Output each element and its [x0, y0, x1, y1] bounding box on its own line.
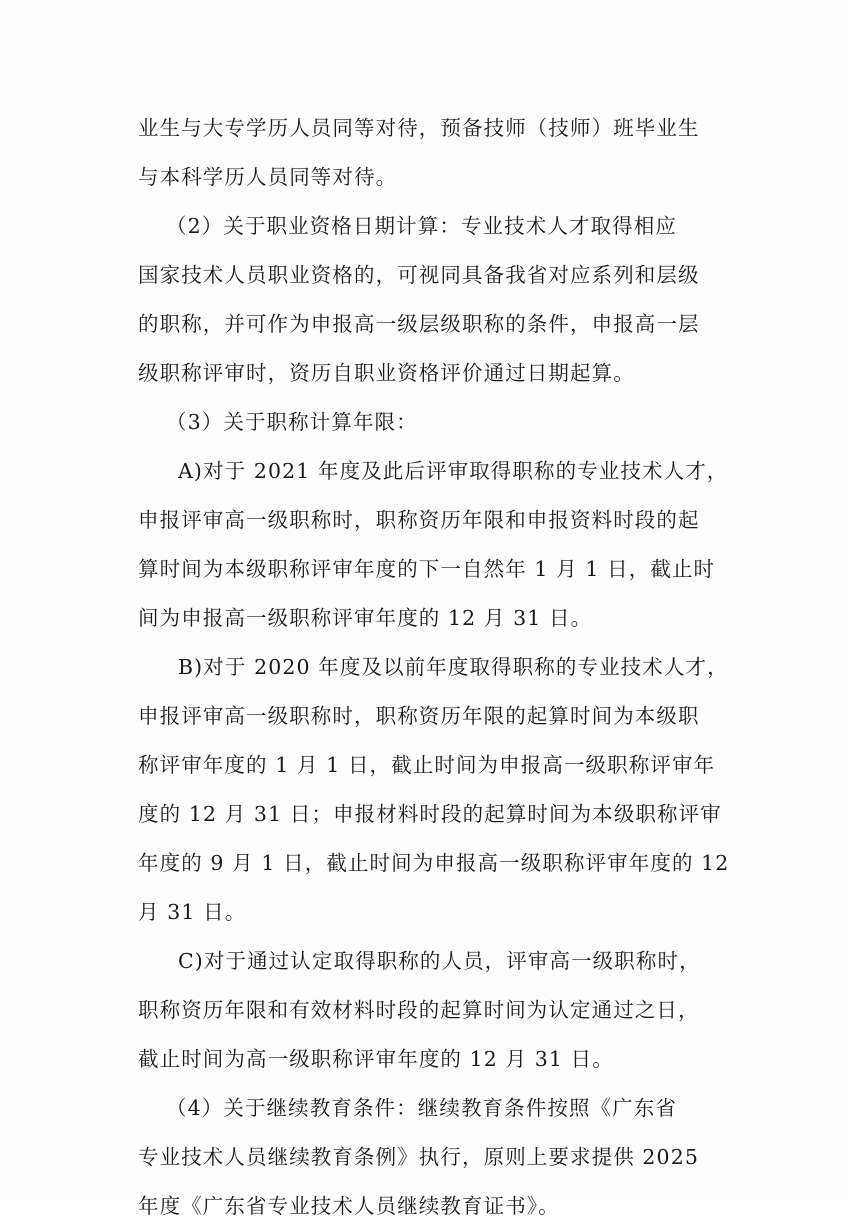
text-line: B)对于 2020 年度及以前年度取得职称的专业技术人才，: [178, 655, 729, 679]
text-line: （2）关于职业资格日期计算：专业技术人才取得相应: [166, 214, 677, 238]
text-line: 年度的 9 月 1 日，截止时间为申报高一级职称评审年度的 12: [138, 851, 730, 875]
text-line: 截止时间为高一级职称评审年度的 12 月 31 日。: [138, 1047, 614, 1071]
text-line: 年度《广东省专业技术人员继续教育证书》。: [138, 1194, 560, 1218]
text-line: 申报评审高一级职称时，职称资历年限的起算时间为本级职: [138, 704, 700, 728]
text-line: 职称资历年限和有效材料时段的起算时间为认定通过之日，: [138, 998, 700, 1022]
text-line: A)对于 2021 年度及此后评审取得职称的专业技术人才，: [178, 459, 729, 483]
text-line: 的职称，并可作为申报高一级层级职称的条件，申报高一层: [138, 312, 700, 336]
document-body: [138, 104, 728, 1231]
text-line: 级职称评审时，资历自职业资格评价通过日期起算。: [138, 361, 635, 385]
text-line: 申报评审高一级职称时，职称资历年限和申报资料时段的起: [138, 508, 700, 532]
text-line: 度的 12 月 31 日；申报材料时段的起算时间为本级职称评审: [138, 802, 722, 826]
text-line: 算时间为本级职称评审年度的下一自然年 1 月 1 日，截止时: [138, 557, 716, 581]
text-line: 与本科学历人员同等对待。: [138, 165, 398, 189]
text-line: （3）关于职称计算年限：: [166, 410, 418, 434]
text-line: 国家技术人员职业资格的，可视同具备我省对应系列和层级: [138, 263, 700, 287]
text-line: 称评审年度的 1 月 1 日，截止时间为申报高一级职称评审年: [138, 753, 716, 777]
text-line: 间为申报高一级职称评审年度的 12 月 31 日。: [138, 606, 593, 630]
text-line: 月 31 日。: [138, 900, 247, 924]
text-line: 专业技术人员继续教育条例》执行，原则上要求提供 2025: [138, 1145, 699, 1169]
text-line: 业生与大专学历人员同等对待，预备技师（技师）班毕业生: [138, 116, 700, 140]
text-line: C)对于通过认定取得职称的人员，评审高一级职称时，: [178, 949, 701, 973]
text-line: （4）关于继续教育条件：继续教育条件按照《广东省: [166, 1096, 677, 1120]
